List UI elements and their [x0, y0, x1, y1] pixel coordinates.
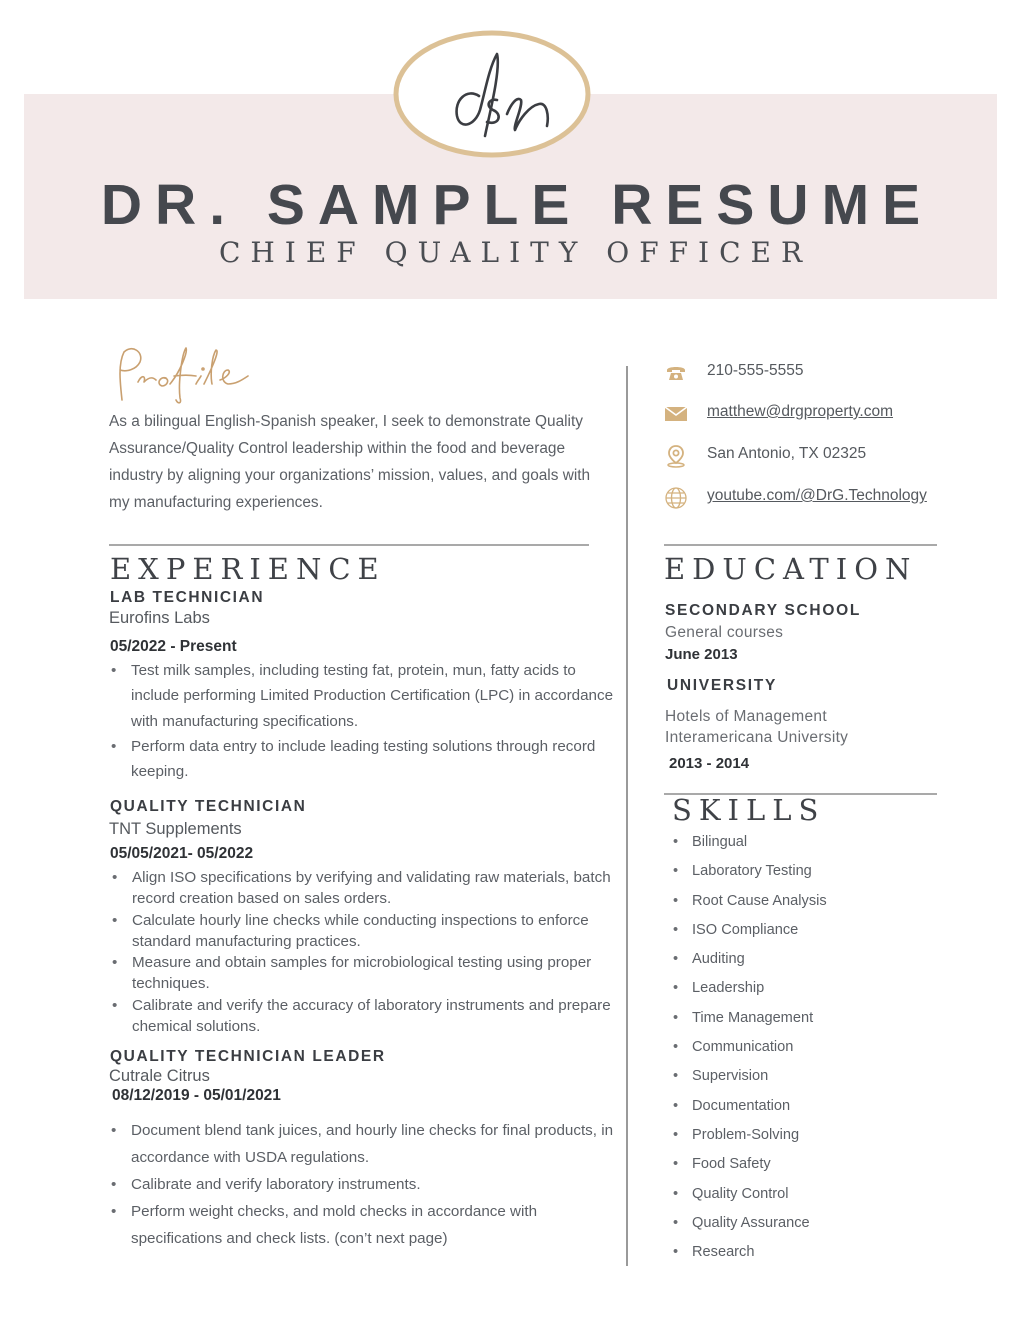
profile-heading-script: [108, 342, 258, 406]
contact-location: [664, 444, 964, 468]
job-bullet: • Calibrate and verify laboratory instruments.: [110, 1171, 615, 1198]
email-link[interactable]: matthew@drgproperty.com: [707, 403, 894, 420]
column-divider: [626, 366, 628, 1266]
skills-heading: SKILLS: [672, 793, 826, 827]
skill-item: • Supervision: [664, 1066, 944, 1095]
education-dates: June 2013: [665, 646, 738, 663]
job-bullet: • Document blend tank juices, and hourly line checks for final products, in accordance with USDA regulations.: [110, 1117, 615, 1171]
contact-email[interactable]: [664, 402, 964, 426]
job-bullet: • Measure and obtain samples for microbiological testing using proper techniques.: [111, 952, 616, 995]
job-bullet: • Perform weight checks, and mold checks in accordance with specifications and check lists. (con’t next page): [110, 1198, 615, 1252]
skill-item: • ISO Compliance: [664, 920, 944, 949]
envelope-icon: [664, 402, 688, 426]
job-bullet: • Calibrate and verify the accuracy of laboratory instruments and prepare chemical solutions.: [111, 995, 616, 1038]
divider-line: [109, 544, 589, 546]
skill-item: • Bilingual: [664, 832, 944, 861]
education-level: SECONDARY SCHOOL: [665, 602, 861, 619]
job-role: QUALITY TECHNICIAN LEADER: [110, 1048, 386, 1065]
contact-phone: [664, 361, 964, 385]
skill-item: • Documentation: [664, 1096, 944, 1125]
job-company: TNT Supplements: [109, 820, 242, 838]
job-bullet: • Perform data entry to include leading testing solutions through record keeping.: [110, 734, 615, 785]
skill-item: • Auditing: [664, 949, 944, 978]
education-dates: 2013 - 2014: [669, 755, 750, 772]
education-heading: EDUCATION: [664, 552, 918, 586]
candidate-name: DR. SAMPLE RESUME: [100, 173, 934, 237]
phone-number: 210-555-5555: [707, 362, 804, 379]
contact-website[interactable]: [664, 486, 964, 510]
skill-item: • Problem-Solving: [664, 1125, 944, 1154]
location-text: San Antonio, TX 02325: [707, 445, 867, 462]
skill-item: • Leadership: [664, 978, 944, 1007]
job-company: Eurofins Labs: [109, 609, 210, 627]
map-pin-icon: [664, 444, 688, 468]
phone-icon: [664, 361, 688, 385]
job-bullet: • Calculate hourly line checks while conducting inspections to enforce standard manufacturing practices.: [111, 910, 616, 953]
job-bullet: • Test milk samples, including testing fat, protein, mun, fatty acids to include performing Limited Production Certification (LPC) in accordance with manufacturing specifications.: [110, 658, 615, 734]
job-role: QUALITY TECHNICIAN: [110, 798, 307, 815]
skill-item: • Research: [664, 1242, 944, 1271]
job-company: Cutrale Citrus: [109, 1067, 210, 1085]
education-level: UNIVERSITY: [667, 677, 778, 694]
job-bullets: [110, 1117, 615, 1252]
divider-line: [664, 544, 937, 546]
skill-item: • Quality Control: [664, 1184, 944, 1213]
skill-item: • Quality Assurance: [664, 1213, 944, 1242]
experience-heading: EXPERIENCE: [110, 552, 386, 586]
skill-item: • Laboratory Testing: [664, 861, 944, 890]
job-dates: 05/2022 - Present: [110, 638, 237, 655]
job-bullets: [110, 658, 615, 784]
skill-item: • Root Cause Analysis: [664, 891, 944, 920]
job-bullets: [111, 867, 616, 1037]
education-detail: Hotels of Management: [665, 708, 827, 725]
skill-item: • Communication: [664, 1037, 944, 1066]
globe-icon: [664, 486, 688, 510]
job-dates: 08/12/2019 - 05/01/2021: [112, 1087, 281, 1104]
education-detail: General courses: [665, 624, 784, 641]
job-bullet: • Align ISO specifications by verifying and validating raw materials, batch record creation based on sales orders.: [111, 867, 616, 910]
website-link[interactable]: youtube.com/@DrG.Technology: [707, 487, 927, 504]
job-role: LAB TECHNICIAN: [110, 589, 265, 606]
candidate-title: CHIEF QUALITY OFFICER: [218, 236, 813, 269]
job-dates: 05/05/2021- 05/2022: [110, 845, 254, 862]
profile-summary: As a bilingual English-Spanish speaker, I seek to demonstrate Quality Assurance/Quality Control leadership within the food and beverage industry by aligning your organizations’ mission, values, and goals with my manufacturing experiences.: [109, 413, 591, 511]
skill-item: • Time Management: [664, 1008, 944, 1037]
skills-list: [664, 832, 944, 1271]
education-detail: Interamericana University: [665, 729, 849, 746]
skill-item: • Food Safety: [664, 1154, 944, 1183]
monogram-logo: [393, 30, 591, 158]
